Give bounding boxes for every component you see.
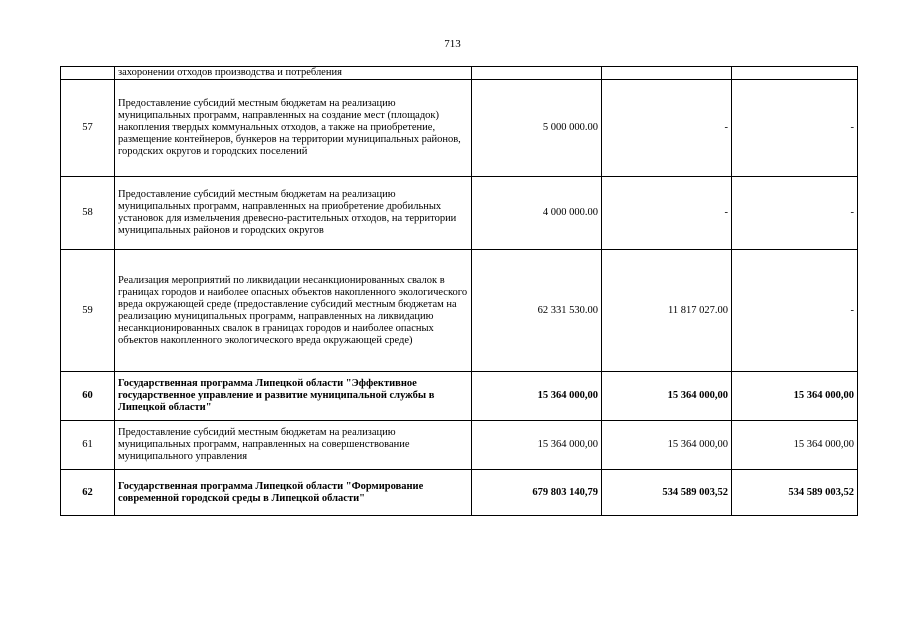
budget-table	[60, 66, 858, 516]
row-value-2	[602, 67, 732, 80]
row-value-1: 679 803 140,79	[472, 470, 602, 516]
table-row-57	[61, 80, 858, 177]
row-description: Государственная программа Липецкой области "Формирование современной городской среды в Липецкой области"	[115, 470, 472, 516]
row-description: захоронении отходов производства и потребления	[115, 67, 472, 80]
row-value-1: 15 364 000,00	[472, 372, 602, 421]
row-value-3: 15 364 000,00	[732, 372, 858, 421]
row-description: Реализация мероприятий по ликвидации несанкционированных свалок в границах городов и наиболее опасных объектов накопленного экологического вреда окружающей среде (предоставление субсидий местным бюджетам на реализацию муниципальных программ, направленных на ликвидацию несанкционированных свалок в границах городов и наиболее опасных объектов накопленного экологического вреда окружающей среде)	[115, 250, 472, 372]
row-number: 62	[61, 470, 115, 516]
row-value-3: 15 364 000,00	[732, 421, 858, 470]
row-value-2: 534 589 003,52	[602, 470, 732, 516]
row-value-1: 4 000 000.00	[472, 177, 602, 250]
row-description: Предоставление субсидий местным бюджетам на реализацию муниципальных программ, направленных на совершенствование муниципального управления	[115, 421, 472, 470]
row-value-3: -	[732, 177, 858, 250]
row-value-2: -	[602, 80, 732, 177]
table-row-62	[61, 470, 858, 516]
row-value-1: 5 000 000.00	[472, 80, 602, 177]
row-value-2: -	[602, 177, 732, 250]
row-value-3: -	[732, 80, 858, 177]
row-value-1: 15 364 000,00	[472, 421, 602, 470]
row-number	[61, 67, 115, 80]
row-value-3: 534 589 003,52	[732, 470, 858, 516]
row-number: 60	[61, 372, 115, 421]
row-description: Государственная программа Липецкой области "Эффективное государственное управление и развитие муниципальной службы в Липецкой области"	[115, 372, 472, 421]
row-value-2: 15 364 000,00	[602, 421, 732, 470]
row-number: 61	[61, 421, 115, 470]
row-description: Предоставление субсидий местным бюджетам на реализацию муниципальных программ, направленных на приобретение дробильных установок для измельчения древесно-растительных отходов, на территории муниципальных районов и городских округов	[115, 177, 472, 250]
row-description: Предоставление субсидий местным бюджетам на реализацию муниципальных программ, направленных на создание мест (площадок) накопления твердых коммунальных отходов, а также на приобретение, размещение контейнеров, бункеров на территории муниципальных районов, городских округов и городских поселений	[115, 80, 472, 177]
row-number: 59	[61, 250, 115, 372]
row-number: 58	[61, 177, 115, 250]
row-number: 57	[61, 80, 115, 177]
table-row-61	[61, 421, 858, 470]
row-value-2: 15 364 000,00	[602, 372, 732, 421]
row-value-3: -	[732, 250, 858, 372]
row-value-1: 62 331 530.00	[472, 250, 602, 372]
row-value-3	[732, 67, 858, 80]
table-row-59	[61, 250, 858, 372]
table-row-58	[61, 177, 858, 250]
page-number: 713	[444, 38, 461, 50]
row-value-1	[472, 67, 602, 80]
table-row-60	[61, 372, 858, 421]
row-value-2: 11 817 027.00	[602, 250, 732, 372]
table-row-continuation	[61, 67, 858, 80]
